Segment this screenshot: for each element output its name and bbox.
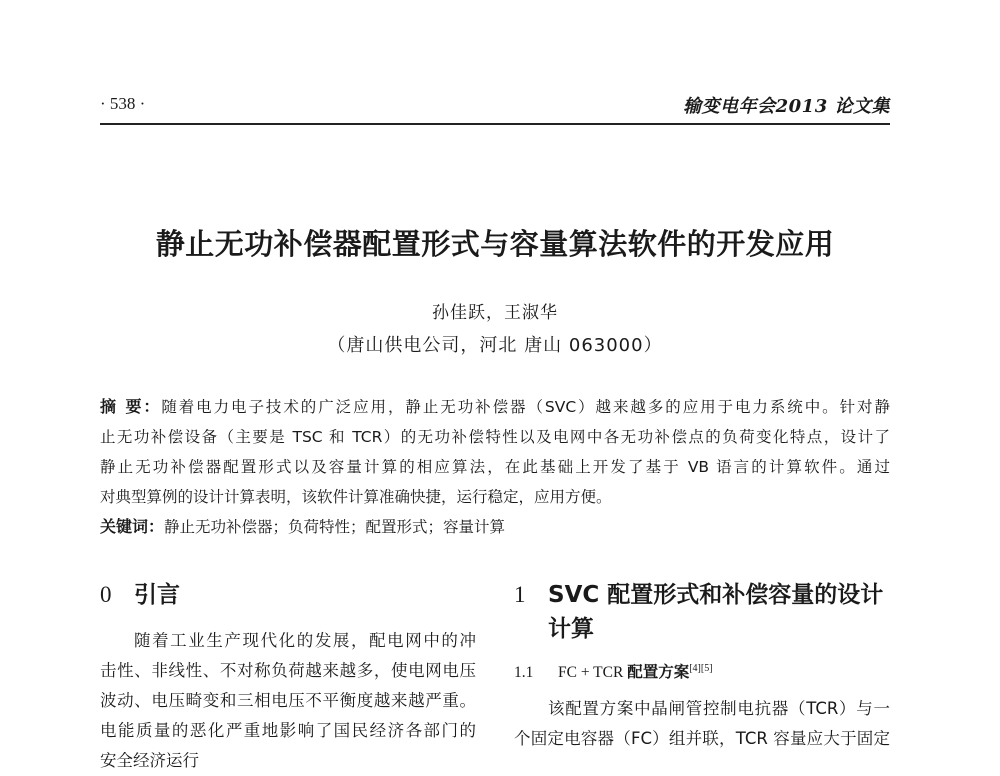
abstract-line bbox=[100, 392, 890, 422]
left-column bbox=[100, 578, 476, 776]
subsection-refs: [4][5] bbox=[689, 663, 713, 674]
header-rule bbox=[100, 123, 890, 125]
abstract bbox=[100, 392, 890, 542]
body-line: 安全经济运行 bbox=[100, 751, 199, 770]
abstract-label: 摘 要： bbox=[100, 397, 162, 416]
section-title-line2: 计算 bbox=[548, 616, 594, 642]
subsection-heading bbox=[514, 654, 890, 688]
paper-title: 静止无功补偿器配置形式与容量算法软件的开发应用 bbox=[155, 227, 835, 261]
abstract-line: 对典型算例的设计计算表明，该软件计算准确快捷，运行稳定，应用方便。 bbox=[100, 488, 612, 506]
section-heading-svc bbox=[514, 578, 890, 612]
body-line: 波动、电压畸变和三相电压不平衡度越来越严重。 bbox=[100, 691, 476, 710]
abstract-line: 止无功补偿设备（主要是 TSC 和 TCR）的无功补偿特性以及电网中各无功补偿点的负荷变化特点，设计了 bbox=[100, 428, 890, 446]
keywords-text: 静止无功补偿器；负荷特性；配置形式；容量计算 bbox=[164, 518, 506, 536]
page-number: · 538 · bbox=[100, 94, 146, 113]
abstract-line: 静止无功补偿器配置形式以及容量计算的相应算法，在此基础上开发了基于 VB 语言的计算软件。通过 bbox=[100, 458, 890, 476]
body-line: 个固定电容器（FC）组并联，TCR 容量应大于固定 bbox=[514, 729, 890, 749]
abstract-text: 随着电力电子技术的广泛应用，静止无功补偿器（SVC）越来越多的应用于电力系统中。针对静 bbox=[161, 398, 890, 416]
section-title: 引言 bbox=[134, 582, 180, 608]
running-header bbox=[100, 92, 890, 120]
journal-name: 输变电年会2013 论文集 bbox=[683, 96, 890, 117]
body-line: 随着工业生产现代化的发展，配电网中的冲 bbox=[134, 631, 476, 650]
right-column bbox=[514, 578, 890, 754]
section-number: 0 bbox=[100, 582, 112, 607]
body-line: 击性、非线性、不对称负荷越来越多，使电网电压 bbox=[100, 661, 476, 680]
subsection-number: 1.1 bbox=[514, 664, 534, 682]
section-number: 1 bbox=[514, 582, 526, 607]
keywords-label: 关键词： bbox=[100, 517, 165, 536]
subsection-title-plain: FC + TCR bbox=[558, 664, 628, 682]
section-title-line1: SVC 配置形式和补偿容量的设计 bbox=[548, 582, 884, 608]
body-line: 该配置方案中晶闸管控制电抗器（TCR）与一 bbox=[548, 699, 890, 719]
affiliation: （唐山供电公司，河北 唐山 063000） bbox=[327, 335, 663, 356]
authors: 孙佳跃，王淑华 bbox=[432, 303, 558, 323]
keywords bbox=[100, 512, 890, 542]
subsection-title-bold: 配置方案 bbox=[627, 663, 690, 682]
section-heading-intro bbox=[100, 578, 476, 612]
body-line: 电能质量的恶化严重地影响了国民经济各部门的 bbox=[100, 721, 476, 740]
